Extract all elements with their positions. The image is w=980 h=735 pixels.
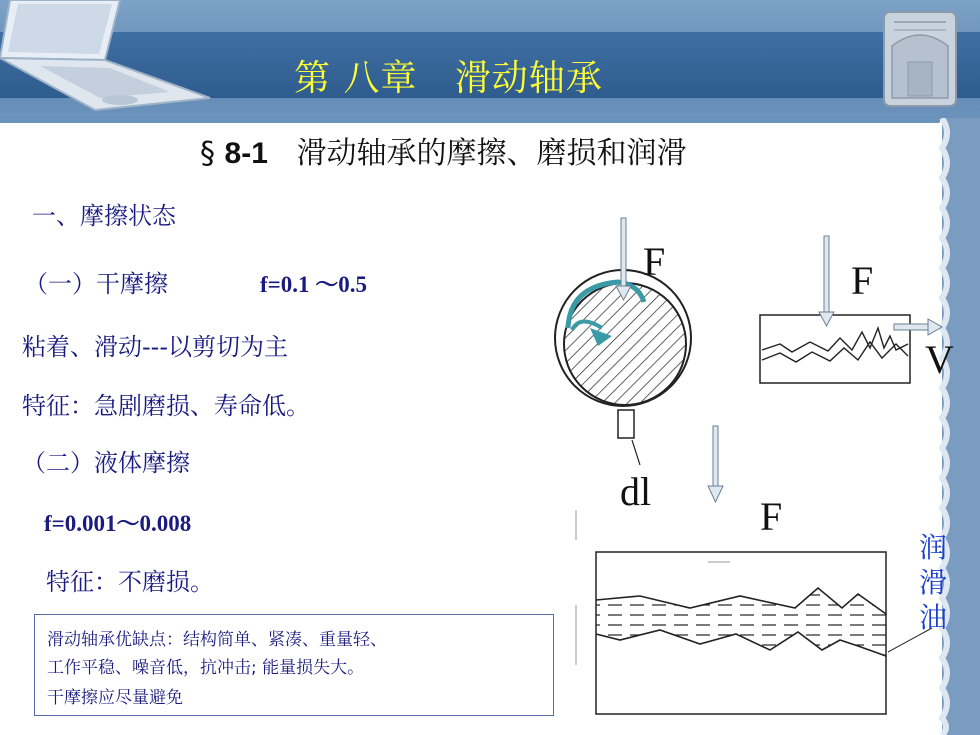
force-label-2: F: [851, 258, 874, 303]
lubricated-surfaces: [576, 510, 932, 714]
heading-friction-states: 一、摩擦状态: [32, 202, 176, 230]
laptop-icon: [0, 0, 220, 115]
force-arrow-2: [819, 236, 834, 326]
liquid-friction-feature: 特征：不磨损。: [46, 568, 214, 596]
university-seal-icon: [880, 4, 960, 114]
rough-surface-block: [760, 315, 910, 383]
force-label-3: F: [760, 494, 783, 539]
oil-label-char-3: 油: [918, 601, 947, 634]
liquid-friction-value: f=0.001～0.008: [44, 511, 192, 536]
dry-friction-value: f=0.1 ～0.5: [260, 272, 368, 297]
force-arrow-1: [616, 218, 631, 300]
liquid-friction-label: （二）液体摩擦: [22, 449, 190, 477]
section-title: [200, 128, 687, 172]
dry-friction-feature: 特征：急剧磨损、寿命低。: [22, 392, 310, 420]
velocity-label: V: [925, 337, 954, 382]
force-label-1: F: [643, 239, 666, 284]
note-line-3: 干摩擦应尽量避免: [47, 688, 183, 708]
dl-label: dl: [620, 469, 652, 514]
note-line-1: 滑动轴承优缺点：结构简单、紧凑、重量轻、: [47, 630, 387, 650]
advantages-note-box: [34, 614, 554, 716]
friction-diagram: [540, 210, 980, 735]
section-number: 8-1: [224, 137, 268, 170]
section-symbol: §: [200, 136, 225, 171]
section-title-text: 滑动轴承的摩擦、磨损和润滑: [267, 136, 687, 171]
dry-friction-label: （一）干摩擦: [24, 270, 168, 298]
chapter-title: 第 八章 滑动轴承: [294, 58, 603, 99]
dry-friction-desc: 粘着、滑动---以剪切为主: [22, 333, 288, 361]
note-line-2: 工作平稳、噪音低，抗冲击; 能量损失大。: [47, 658, 365, 678]
lubricating-oil-label: [913, 530, 953, 635]
force-arrow-3: [708, 426, 723, 502]
header-banner: [0, 0, 980, 130]
oil-label-char-2: 滑: [918, 566, 947, 599]
oil-label-char-1: 润: [918, 531, 947, 564]
